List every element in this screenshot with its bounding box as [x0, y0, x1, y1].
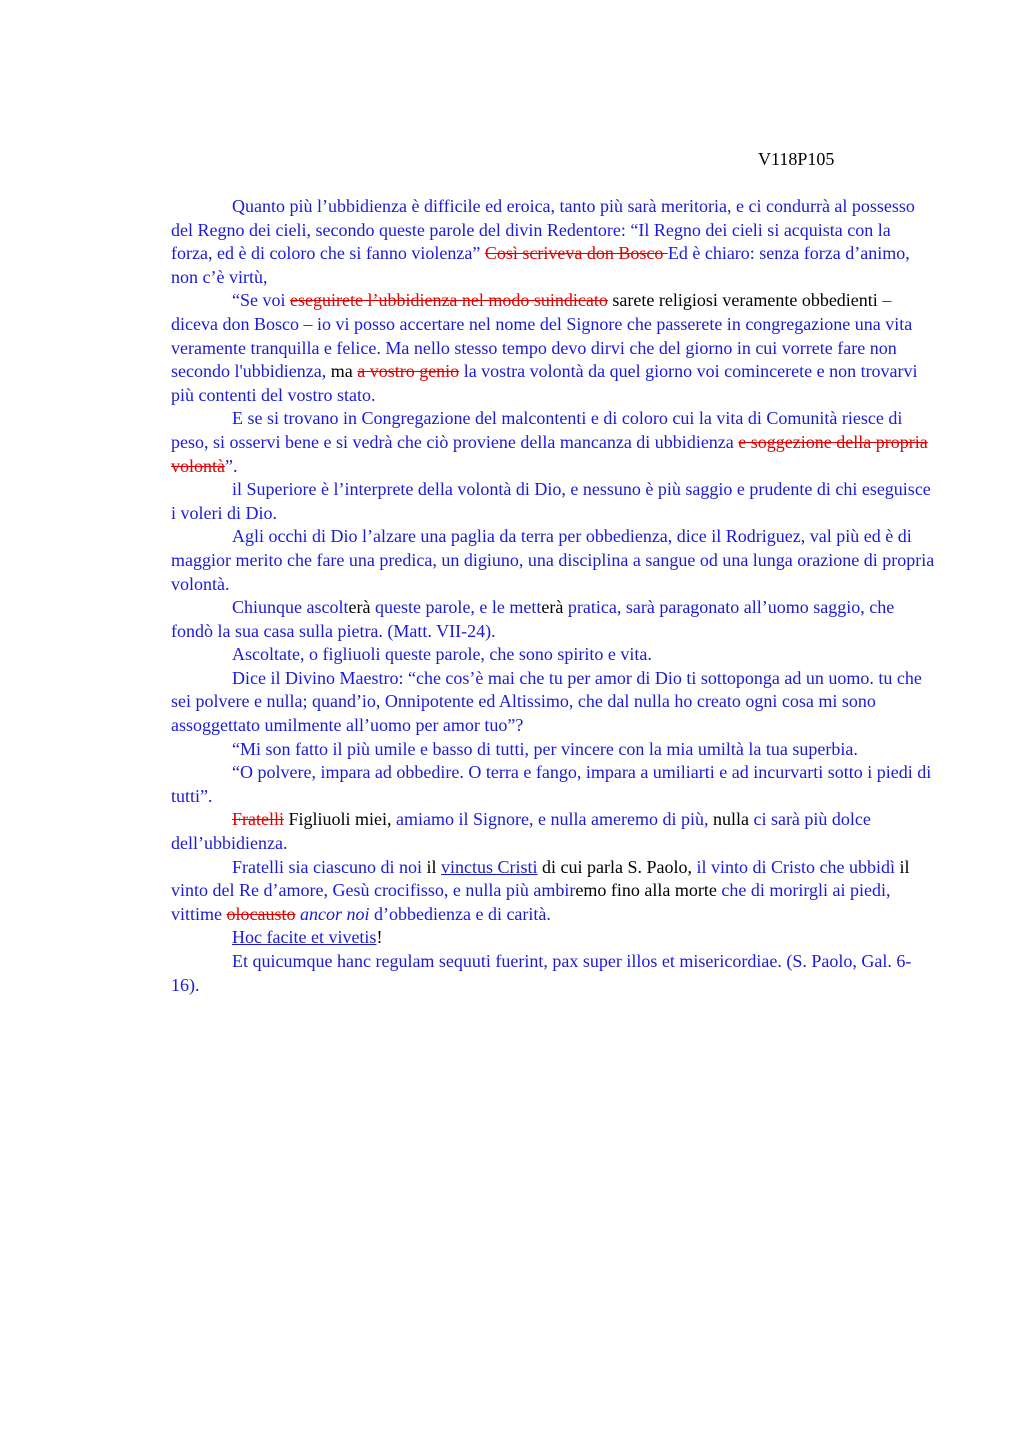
- original-text: erà: [348, 597, 371, 618]
- inserted-text: la vostra volontà da quel giorno voi comincerete e non trovarvi più contenti del vostro stato.: [171, 361, 918, 405]
- inserted-text: ”.: [225, 455, 238, 476]
- italic-text: ancor noi: [300, 903, 370, 924]
- inserted-text: ci sarà più dolce dell’ubbidienza.: [171, 809, 871, 854]
- original-text: !: [376, 927, 383, 948]
- original-text: di cui parla S. Paolo,: [537, 856, 697, 877]
- inserted-text: il Superiore è l’interprete della volontà di Dio, e nessuno è più saggio e prudente di chi eseguisce i voleri di Dio.: [171, 479, 931, 523]
- inserted-text: Chiunque ascolt: [232, 597, 349, 618]
- inserted-text: pratica, sarà paragonato all’uomo saggio, che fondò la sua casa sulla pietra. (Matt. VII-24).: [171, 597, 895, 641]
- paragraph: [171, 808, 936, 855]
- paragraph: [171, 407, 936, 478]
- inserted-text: “Mi son fatto il più umile e basso di tutti, per vincere con la mia umiltà la tua superbia.: [232, 738, 858, 759]
- inserted-text: Agli occhi di Dio l’alzare una paglia da terra per obbedienza, dice il Rodriguez, val più ed è di maggior merito che fare una predica, un digiuno, una disciplina a sangue od una lunga orazione di propria volontà.: [171, 526, 935, 594]
- paragraph: [171, 950, 936, 997]
- paragraph: [171, 525, 936, 596]
- inserted-text: queste parole, e le mett: [370, 597, 542, 618]
- inserted-text: d’obbedienza e di carità.: [369, 903, 551, 924]
- original-text: nulla: [712, 809, 754, 830]
- deleted-text: e soggezione della propria volontà: [171, 431, 928, 476]
- original-text: Figliuoli miei,: [284, 809, 397, 830]
- inserted-text: E se si trovano in Congregazione del malcontenti e di coloro cui la vita di Comunità riesce di peso, si osservi bene e si vedrà che ciò proviene della mancanza di ubbidienza: [171, 408, 903, 452]
- inserted-text: Dice il Divino Maestro: “che cos’è mai che tu per amor di Dio ti sottoponga ad un uomo. tu che sei polvere e nulla; quand’io, Onnipotente ed Altissimo, che dal nulla ho creato ogni cosa mi sono assoggettato umilmente all’uomo per amor tuo”?: [171, 667, 922, 736]
- inserted-text: Fratelli sia ciascuno di noi: [232, 856, 427, 877]
- original-text: il: [426, 856, 441, 877]
- deleted-text: eseguirete l’ubbidienza nel modo suindicato: [290, 290, 608, 311]
- inserted-text: che di morirgli ai piedi, vittime: [171, 880, 891, 924]
- paragraph: [171, 761, 936, 808]
- underlined-text: Hoc facite et vivetis: [232, 927, 377, 948]
- deleted-text: Fratelli: [232, 809, 284, 830]
- paragraph: [171, 195, 936, 289]
- deleted-text: olocausto: [226, 903, 296, 924]
- paragraph: [171, 667, 936, 738]
- deleted-text: a vostro genio: [357, 361, 460, 382]
- inserted-text: Ed è chiaro: senza forza d’animo, non c’è virtù,: [171, 243, 910, 287]
- paragraph: [171, 289, 936, 407]
- inserted-text: “Se voi: [232, 290, 290, 311]
- inserted-text: il vinto di Cristo che ubbidì: [696, 856, 900, 877]
- inserted-text: “O polvere, impara ad obbedire. O terra e fango, impara a umiliarti e ad incurvarti sotto i piedi di tutti”.: [171, 762, 932, 806]
- inserted-text: vinto del Re d’amore, Gesù crocifisso, e nulla più ambir: [171, 880, 576, 901]
- paragraph: [171, 596, 936, 643]
- original-text: emo fino alla morte: [575, 880, 717, 901]
- inserted-text: amiamo il Signore, e nulla ameremo di più,: [396, 809, 713, 830]
- inserted-text: Et quicumque hanc regulam sequuti fuerint, pax super illos et misericordiae. (S. Paolo, Gal. 6-16).: [171, 951, 912, 995]
- inserted-text: – diceva don Bosco – io vi posso accertare nel nome del Signore che passerete in congregazione una vita veramente tranquilla e felice. Ma nello stesso tempo devo dirvi che del giorno in cui vorrete fare non secondo l'ubbidienza,: [171, 290, 913, 382]
- deleted-text: Così scriveva don Bosco: [484, 243, 668, 264]
- original-text: erà: [541, 597, 564, 618]
- original-text: sarete religiosi veramente obbedienti: [607, 290, 883, 311]
- paragraph: [171, 643, 936, 667]
- page-reference: V118P105: [758, 149, 835, 169]
- document-body: [171, 195, 936, 997]
- inserted-text: Ascoltate, o figliuoli queste parole, che sono spirito e vita.: [232, 644, 652, 665]
- paragraph: [171, 738, 936, 762]
- original-text: il: [899, 856, 910, 877]
- original-text: ma: [330, 361, 358, 382]
- paragraph: [171, 926, 936, 950]
- inserted-text: Quanto più l’ubbidienza è difficile ed eroica, tanto più sarà meritoria, e ci condurrà al possesso del Regno dei cieli, secondo queste parole del divin Redentore: “Il Regno dei cieli si acquista con la forza, ed è di coloro che si fanno violenza”: [171, 196, 915, 264]
- paragraph: [171, 478, 936, 525]
- paragraph: [171, 856, 936, 927]
- underlined-text: vinctus Cristi: [440, 856, 538, 877]
